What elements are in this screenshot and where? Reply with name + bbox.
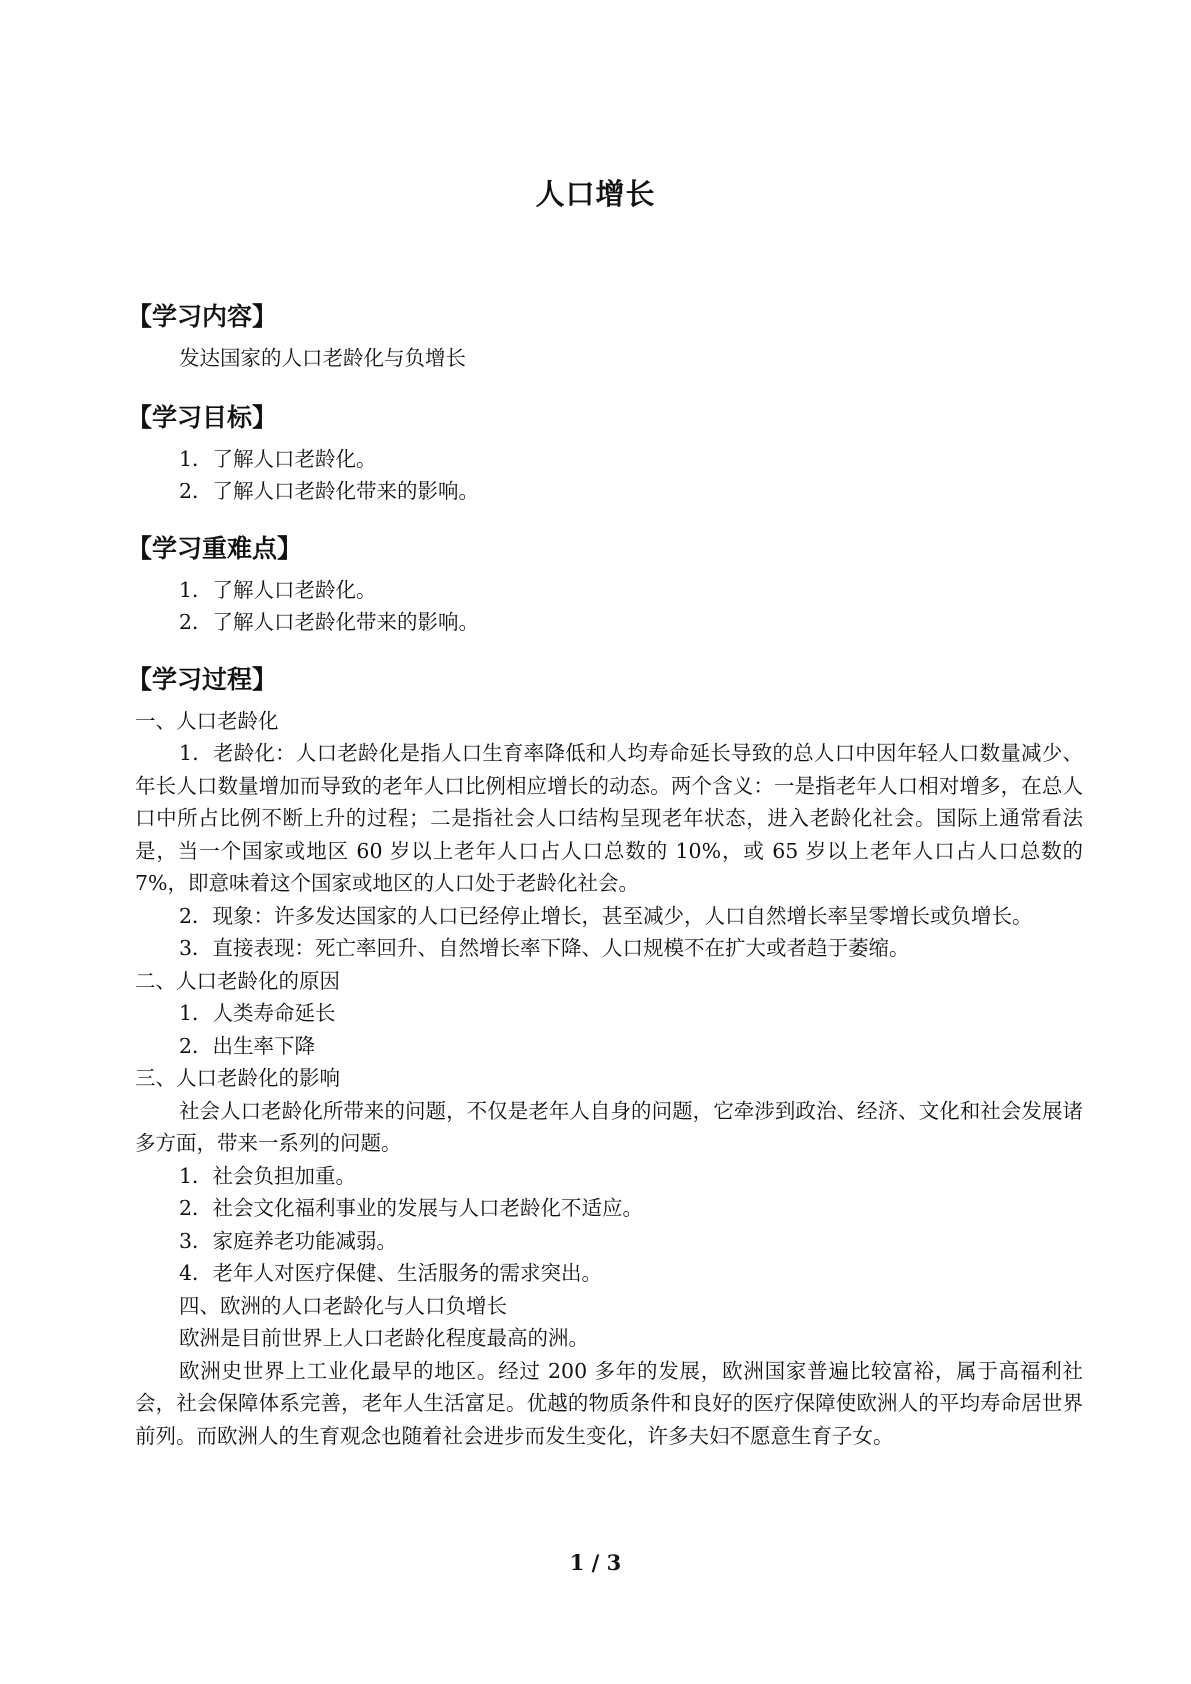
part2-title: 二、人口老龄化的原因 <box>135 968 340 993</box>
page-number: 1 / 3 <box>569 1550 622 1575</box>
part1-paragraph: 1．老龄化：人口老龄化是指人口生育率降低和人均寿命延长导致的总人口中因年轻人口数量减少、年长人口数量增加而导致的老年人口比例相应增长的动态。两个含义：一是指老年人口相对增多，在总人口中所占比例不断上升的过程；二是指社会人口结构呈现老年状态，进入老龄化社会。国际上通常看法是，当一个国家或地区 60 岁以上老年人口占人口总数的 10%，或 65 岁以上老年人口占人口总数的 7%，即意味着这个国家或地区的人口处于老龄化社会。 <box>135 741 1083 895</box>
part2-item: 2．出生率下降 <box>179 1033 316 1058</box>
section-heading-key-points: 【学习重难点】 <box>127 533 303 563</box>
part3-item: 2．社会文化福利事业的发展与人口老龄化不适应。 <box>179 1196 644 1220</box>
part2-item: 1．人类寿命延长 <box>179 1001 336 1025</box>
key-point-item: 1．了解人口老龄化。 <box>179 577 377 602</box>
part4-title: 四、欧洲的人口老龄化与人口负增长 <box>179 1293 507 1318</box>
part3-item: 3．家庭养老功能减弱。 <box>179 1228 398 1253</box>
content-text: 发达国家的人口老龄化与负增长 <box>179 346 466 370</box>
section-heading-process: 【学习过程】 <box>127 664 278 694</box>
part3-item: 4．老年人对医疗保健、生活服务的需求突出。 <box>179 1261 603 1285</box>
part1-title: 一、人口老龄化 <box>135 708 279 733</box>
document-body <box>127 300 1083 1452</box>
section-heading-goals: 【学习目标】 <box>127 402 278 432</box>
key-point-item: 2．了解人口老龄化带来的影响。 <box>179 610 480 634</box>
part1-paragraph: 3．直接表现：死亡率回升、自然增长率下降、人口规模不在扩大或者趋于萎缩。 <box>179 936 910 960</box>
part3-title: 三、人口老龄化的影响 <box>135 1066 340 1090</box>
section-heading-content: 【学习内容】 <box>127 302 278 331</box>
part3-item: 1．社会负担加重。 <box>179 1163 357 1188</box>
part1-paragraph: 2．现象：许多发达国家的人口已经停止增长，甚至减少，人口自然增长率呈零增长或负增长。 <box>179 903 1033 928</box>
document-title: 人口增长 <box>535 177 656 211</box>
goal-item: 2．了解人口老龄化带来的影响。 <box>179 479 480 503</box>
part4-paragraph: 欧洲史世界上工业化最早的地区。经过 200 多年的发展，欧洲国家普遍比较富裕，属于高福利社会，社会保障体系完善，老年人生活富足。优越的物质条件和良好的医疗保障使欧洲人的平均寿命居世界前列。而欧洲人的生育观念也随着社会进步而发生变化，许多夫妇不愿意生育子女。 <box>135 1358 1083 1448</box>
goal-item: 1．了解人口老龄化。 <box>179 446 377 471</box>
part4-paragraph: 欧洲是目前世界上人口老龄化程度最高的洲。 <box>179 1326 589 1350</box>
part3-intro: 社会人口老龄化所带来的问题，不仅是老年人自身的问题，它牵涉到政治、经济、文化和社会发展诸多方面，带来一系列的问题。 <box>135 1098 1083 1155</box>
